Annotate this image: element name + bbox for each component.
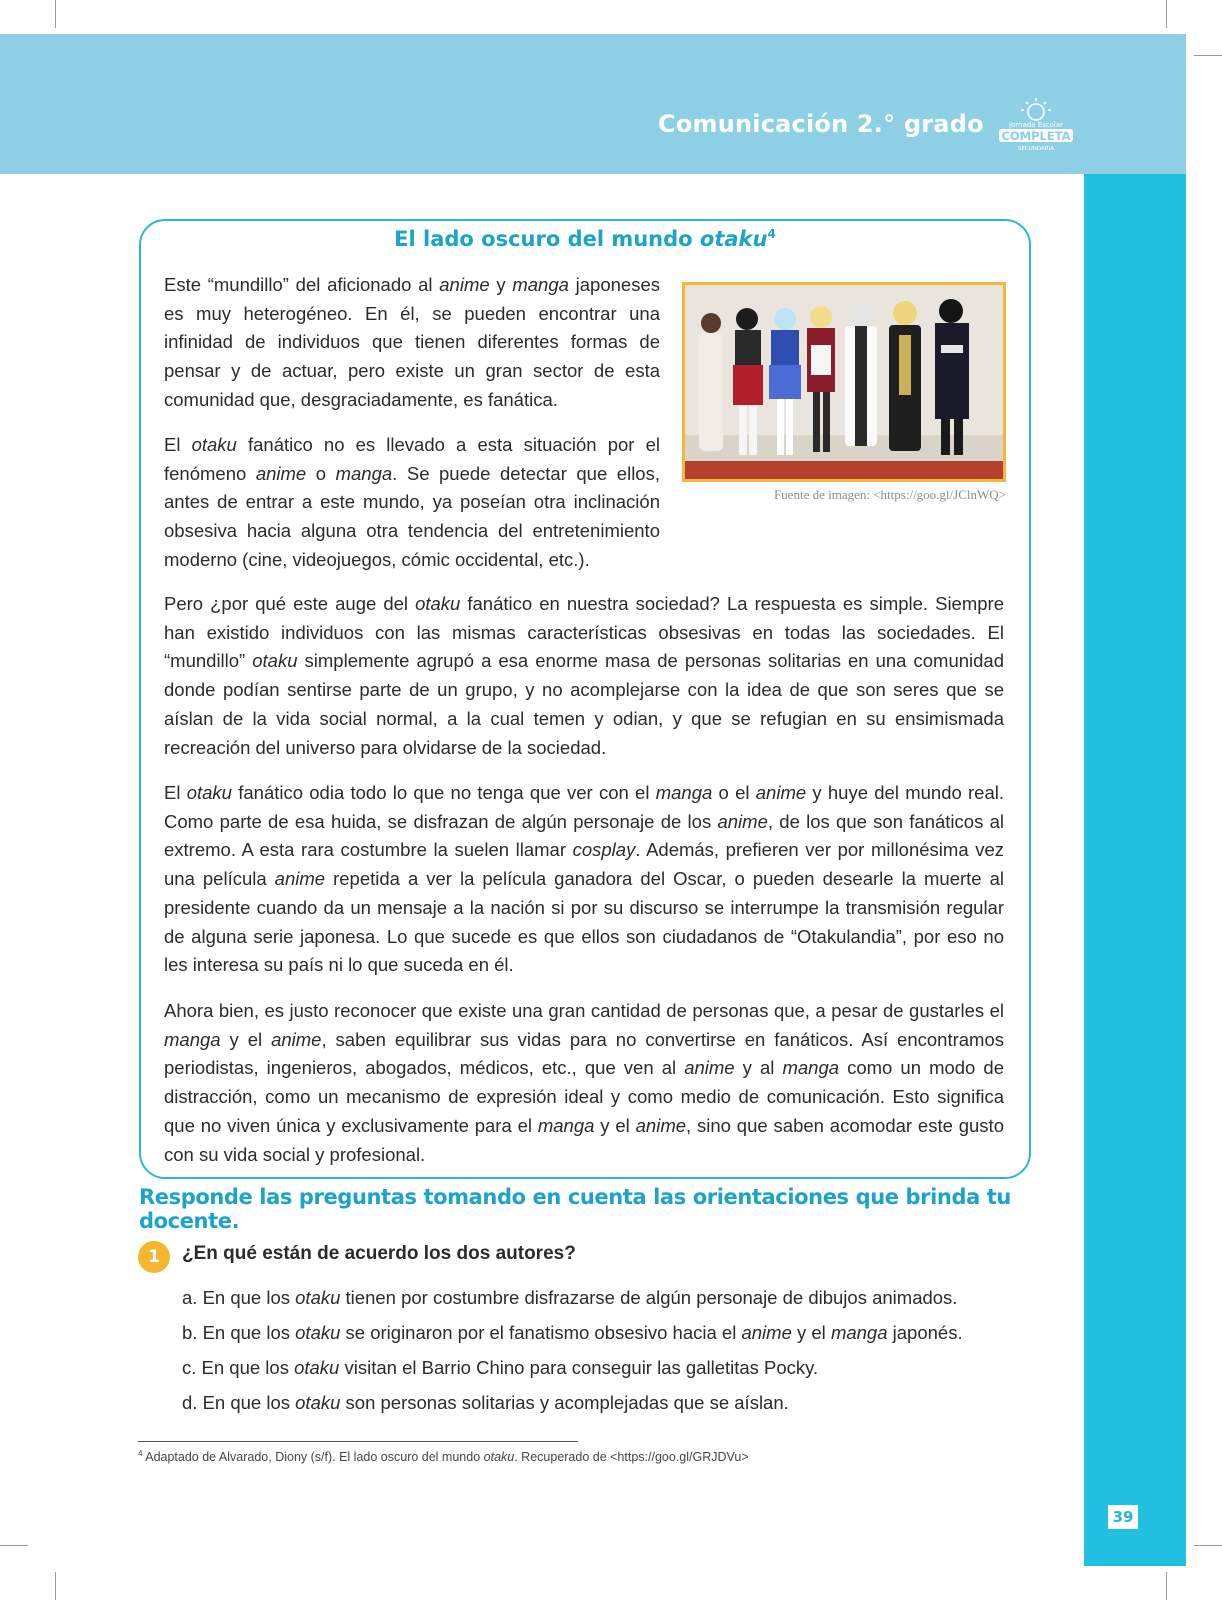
text-run: b. En que los — [182, 1322, 296, 1343]
italic-term: otaku — [295, 1392, 341, 1413]
italic-term: otaku — [483, 1450, 515, 1465]
text-run: . Recuperado de <https://goo.gl/GRJDVu> — [514, 1450, 749, 1465]
question-number-badge: 1 — [138, 1241, 170, 1273]
text-run: o — [306, 462, 336, 484]
italic-term: otaku — [295, 1287, 341, 1308]
question-text: ¿En qué están de acuerdo los dos autores? — [182, 1243, 576, 1264]
text-run: fanático en nuestra sociedad? La respuesta es simple. Siempre han existido individuos con las mismas características obsesivas en todas las sociedades. El “mundillo” — [164, 593, 1004, 672]
italic-term: manga — [782, 1057, 840, 1079]
answer-option-c[interactable] — [182, 1357, 818, 1379]
article-paragraph — [164, 271, 660, 415]
article-paragraph — [164, 431, 660, 575]
text-run: d. En que los — [182, 1392, 296, 1413]
italic-term: otaku — [252, 650, 298, 672]
crop-mark — [1194, 1545, 1222, 1546]
text-run: o el — [712, 782, 756, 803]
text-run: y al — [734, 1057, 783, 1079]
text-run: El — [164, 434, 192, 455]
italic-term: anime — [635, 1114, 687, 1136]
italic-term: anime — [755, 782, 807, 803]
italic-term: otaku — [294, 1357, 340, 1378]
article-paragraph — [164, 997, 1004, 1169]
text-run: c. En que los — [182, 1357, 295, 1378]
italic-term: manga — [655, 782, 713, 803]
crop-mark — [1166, 0, 1167, 28]
text-run: y huye del mundo real. Como parte de esa huida, se disfrazan de algún personaje de los — [164, 782, 1005, 832]
text-run: Adaptado de Alvarado, Diony (s/f). El lado oscuro del mundo — [142, 1450, 484, 1465]
italic-term: manga — [537, 1114, 595, 1136]
italic-term: otaku — [186, 782, 232, 803]
crop-mark — [55, 1572, 56, 1600]
school-logo — [996, 96, 1076, 152]
italic-term: otaku — [295, 1322, 341, 1343]
italic-term: manga — [512, 274, 569, 295]
crop-mark — [1166, 1572, 1167, 1600]
text-run: a. En que los — [182, 1287, 296, 1308]
footnote-divider — [138, 1441, 578, 1442]
side-color-bar — [1084, 174, 1186, 1566]
logo-subtext: Jornada Escolar — [1008, 121, 1064, 129]
text-run: fanático odia todo lo que no tenga que ver con el — [231, 782, 656, 803]
text-run: Este “mundillo” del aficionado al — [164, 274, 440, 295]
text-run: japoneses es muy heterogéneo. En él, se pueden encontrar una infinidad de individuos que tienen diferentes formas de pensar y de actuar, pero existe un gran sector de esta comunidad que, desgraciadamente, es fanática. — [164, 274, 661, 410]
text-run: y el — [594, 1114, 636, 1136]
text-run: . Además, prefieren ver por millonésima vez una película — [164, 839, 1004, 890]
article-paragraph — [164, 590, 1004, 762]
crop-mark — [55, 0, 56, 28]
answer-option-b[interactable] — [182, 1322, 963, 1344]
article-title: El lado oscuro del mundo otaku$^4$ — [394, 227, 776, 251]
text-run: visitan el Barrio Chino para conseguir las galletitas Pocky. — [339, 1357, 819, 1378]
footnote — [138, 1449, 749, 1464]
text-run: fanático no es llevado a esta situación por el fenómeno — [164, 434, 660, 484]
article-paragraph — [164, 779, 1004, 980]
italic-term: otaku — [191, 434, 237, 455]
text-run: . Se puede detectar que ellos, antes de entrar a este mundo, ya poseían otra inclinación obsesiva hacia alguna otra tendencia del entretenimiento moderno (cine, videojuegos, cómic occidental, etc.). — [164, 462, 660, 570]
italic-term: cosplay — [572, 839, 636, 861]
text-run: tienen por costumbre disfrazarse de algún personaje de dibujos animados. — [340, 1287, 958, 1308]
italic-term: manga — [830, 1322, 888, 1343]
image-caption: Fuente de imagen: <https://goo.gl/JClnWQ> — [773, 487, 1006, 502]
italic-term: anime — [439, 274, 490, 295]
logo-text: COMPLETA — [1001, 129, 1071, 143]
italic-term: anime — [741, 1322, 792, 1343]
answer-option-a[interactable] — [182, 1287, 957, 1309]
text-run: se originaron por el fanatismo obsesivo hacia el — [340, 1322, 742, 1343]
text-run: y — [489, 274, 513, 295]
page-header-title: Comunicación 2.° grado — [658, 110, 984, 138]
text-run: y el — [220, 1028, 272, 1050]
text-run: japonés. — [887, 1322, 963, 1343]
italic-term: manga — [335, 462, 393, 484]
footnote-marker: 4 — [138, 1449, 143, 1458]
italic-term: otaku — [415, 593, 461, 614]
italic-term: anime — [717, 810, 768, 832]
text-run: , de los que son fanáticos al extremo. A esta rara costumbre la suelen llamar — [164, 810, 1004, 861]
italic-term: anime — [271, 1028, 322, 1050]
text-run: Pero ¿por qué este auge del — [164, 593, 416, 614]
text-run: como un modo de distracción, como un mecanismo de expresión ideal y como medio de comunicación. Esto significa que no viven única y exclusivamente para el — [164, 1057, 1004, 1136]
italic-term: anime — [255, 462, 307, 484]
instruction-heading: Responde las preguntas tomando en cuenta las orientaciones que brinda tu docente. — [139, 1185, 1011, 1233]
logo-bottom-text: SECUNDARIA — [1017, 146, 1055, 152]
text-run: , saben equilibrar sus vidas para no convertirse en fanáticos. Así encontramos periodistas, ingenieros, abogados, médicos, etc., que ven al — [164, 1028, 1004, 1079]
text-run: repetida a ver la película ganadora del Oscar, o pueden desearle la muerte al presidente cuando da un mensaje a la nación si por su discurso se interrumpe la transmisión regular de alguna serie japonesa. Lo que sucede es que ellos son ciudadanos de “Otakulandia”, por eso no les interesa su país ni lo que suceda en él. — [164, 868, 1004, 976]
text-run: simplemente agrupó a esa enorme masa de personas solitarias en una comunidad donde podían sentirse parte de un grupo, y no acomplejarse con la idea de que son seres que se aíslan de la vida social normal, a la cual temen y odian, y que se refugian en su ensimismada recreación del universo para olvidarse de la sociedad. — [164, 650, 1004, 758]
text-run: El — [164, 782, 187, 803]
crop-mark — [0, 1545, 28, 1546]
italic-term: manga — [164, 1028, 221, 1050]
text-run: Ahora bien, es justo reconocer que existe una gran cantidad de personas que, a pesar de gustarles el — [164, 1000, 1004, 1021]
italic-term: anime — [684, 1057, 735, 1079]
text-run: y el — [791, 1322, 831, 1343]
page-number: 39 — [1108, 1505, 1138, 1529]
crop-mark — [1194, 55, 1222, 56]
italic-term: anime — [274, 868, 326, 890]
answer-option-d[interactable] — [182, 1392, 789, 1414]
text-run: son personas solitarias y acomplejadas que se aíslan. — [340, 1392, 789, 1413]
cosplay-group-photo — [682, 282, 1006, 482]
text-run: , sino que saben acomodar este gusto con su vida social y profesional. — [164, 1114, 1004, 1165]
